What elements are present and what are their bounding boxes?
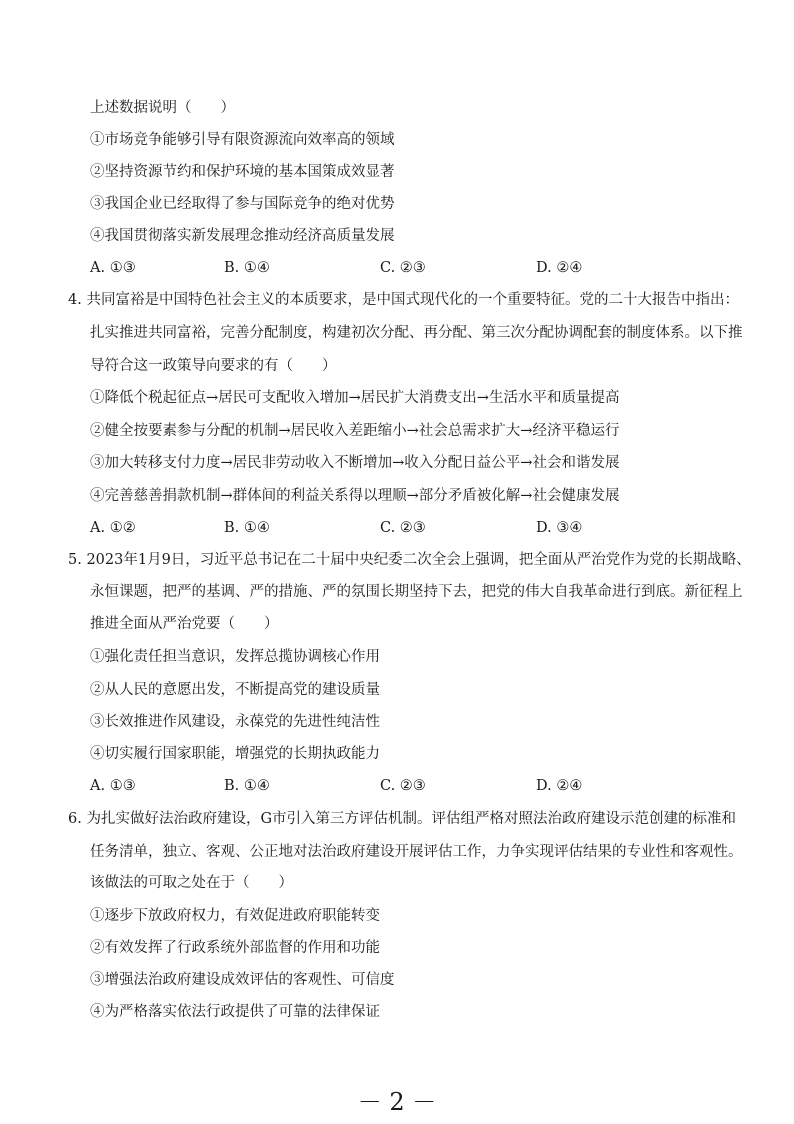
q5-item-2: ②从人民的意愿出发，不断提高党的建设质量 <box>90 682 380 698</box>
q6-stem-line-2: 任务清单，独立、客观、公正地对法治政府建设开展评估工作，力争实现评估结果的专业性和客观性。 <box>90 844 743 860</box>
q3-item-1: ①市场竞争能够引导有限资源流向效率高的领域 <box>90 132 395 148</box>
q4-item-1: ①降低个税起征点→居民可支配收入增加→居民扩大消费支出→生活水平和质量提高 <box>90 390 620 406</box>
q5-item-1: ①强化责任担当意识，发挥总揽协调核心作用 <box>90 649 380 665</box>
q5-option-c: C. ②③ <box>380 778 426 794</box>
q3-option-c: C. ②③ <box>380 260 426 276</box>
q6-item-4: ④为严格落实依法行政提供了可靠的法律保证 <box>90 1004 380 1020</box>
q4-stem-line-2: 扎实推进共同富裕，完善分配制度，构建初次分配、再分配、第三次分配协调配套的制度体系。以下推 <box>90 325 743 341</box>
q5-stem-line-2: 永恒课题，把严的基调、严的措施、严的氛围长期坚持下去，把党的伟大自我革命进行到底。新征程上 <box>90 584 743 600</box>
q5-stem-line-3: 推进全面从严治党要（ ） <box>90 616 279 632</box>
q5-option-d: D. ②④ <box>536 778 583 794</box>
q3-stem: 上述数据说明（ ） <box>90 100 235 116</box>
q4-item-4: ④完善慈善捐款机制→群体间的利益关系得以理顺→部分矛盾被化解→社会健康发展 <box>90 488 620 504</box>
q6-stem-line-3: 该做法的可取之处在于（ ） <box>90 875 293 891</box>
q4-option-c: C. ②③ <box>380 520 426 536</box>
q3-item-4: ④我国贯彻落实新发展理念推动经济高质量发展 <box>90 228 395 244</box>
q3-option-a: A. ①③ <box>90 260 136 276</box>
q3-option-b: B. ①④ <box>224 260 270 276</box>
q6-item-1: ①逐步下放政府权力，有效促进政府职能转变 <box>90 908 380 924</box>
q3-item-2: ②坚持资源节约和保护环境的基本国策成效显著 <box>90 164 395 180</box>
q3-option-d: D. ②④ <box>536 260 583 276</box>
q6-item-3: ③增强法治政府建设成效评估的客观性、可信度 <box>90 972 395 988</box>
q5-item-4: ④切实履行国家职能，增强党的长期执政能力 <box>90 746 380 762</box>
q6-item-2: ②有效发挥了行政系统外部监督的作用和功能 <box>90 940 380 956</box>
q4-stem-line-1: 4. 共同富裕是中国特色社会主义的本质要求，是中国式现代化的一个重要特征。党的二十大报告中指出： <box>68 292 739 308</box>
q5-item-3: ③长效推进作风建设，永葆党的先进性纯洁性 <box>90 714 380 730</box>
q4-item-3: ③加大转移支付力度→居民非劳动收入不断增加→收入分配日益公平→社会和谐发展 <box>90 455 620 471</box>
q4-item-2: ②健全按要素参与分配的机制→居民收入差距缩小→社会总需求扩大→经济平稳运行 <box>90 423 620 439</box>
q4-option-b: B. ①④ <box>224 520 270 536</box>
q6-stem-line-1: 6. 为扎实做好法治政府建设，G市引入第三方评估机制。评估组严格对照法治政府建设示范创建的标准和 <box>68 811 737 827</box>
q5-stem-line-1: 5. 2023年1月9日，习近平总书记在二十届中央纪委二次全会上强调，把全面从严治党作为党的长期战略、 <box>68 552 751 568</box>
q4-option-a: A. ①② <box>90 520 136 536</box>
q3-item-3: ③我国企业已经取得了参与国际竞争的绝对优势 <box>90 196 395 212</box>
q4-option-d: D. ③④ <box>536 520 583 536</box>
q5-option-a: A. ①③ <box>90 778 136 794</box>
q4-stem-line-3: 导符合这一政策导向要求的有（ ） <box>90 358 337 374</box>
q5-option-b: B. ①④ <box>224 778 270 794</box>
page-number: － 2 － <box>357 1088 437 1116</box>
